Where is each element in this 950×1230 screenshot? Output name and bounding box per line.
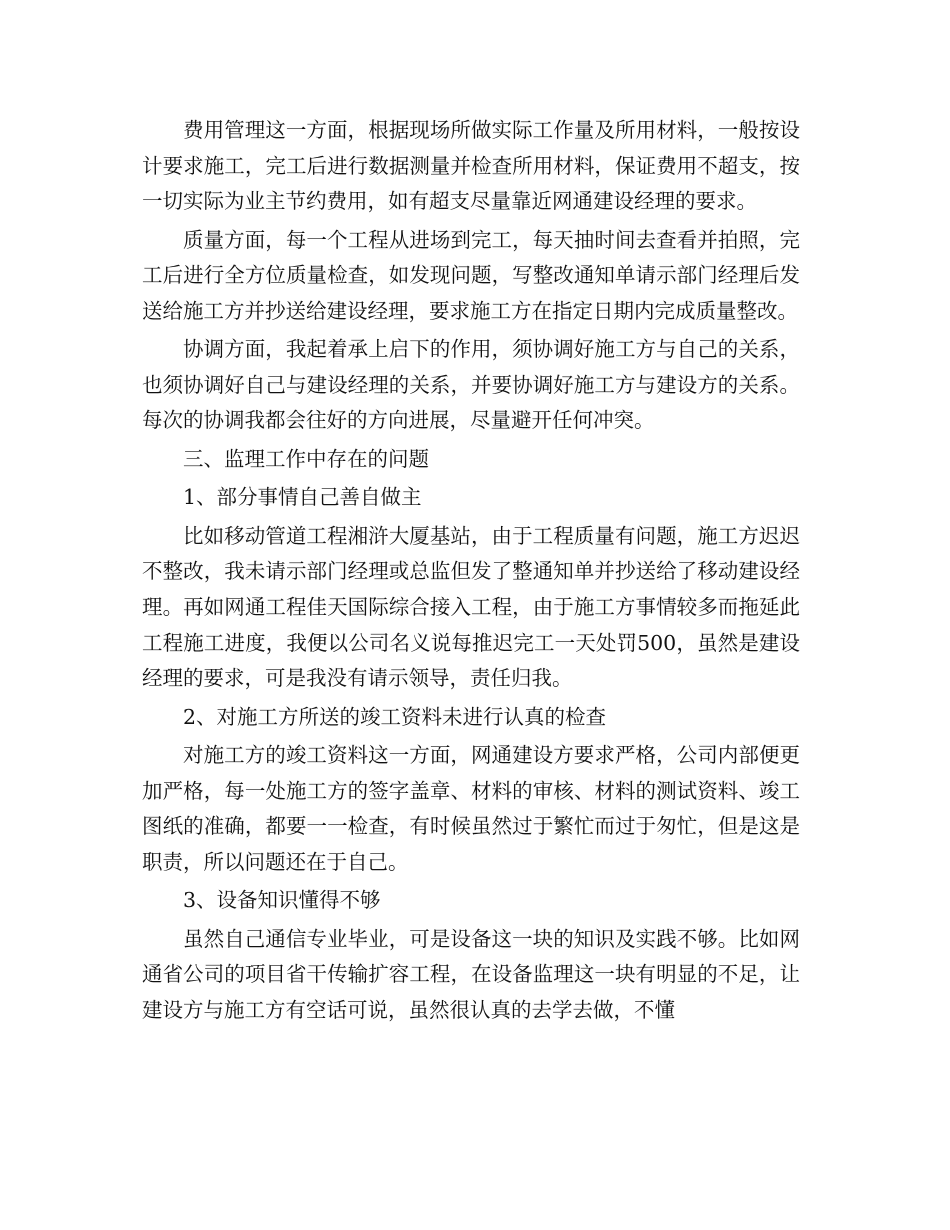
paragraph-problem-1: 比如移动管道工程湘浒大厦基站，由于工程质量有问题，施工方迟迟不整改，我未请示部门经理或总监但发了整通知单并抄送给了移动建设经理。再如网通工程佳天国际综合接入工程，由于施工方事情较多而拖延此工程施工进度，我便以公司名义说每推迟完工一天处罚500，虽然是建设经理的要求，可是我没有请示领导，责任归我。	[142, 523, 800, 691]
subheading-1: 1、部分事情自己善自做主	[183, 485, 422, 510]
paragraph-problem-3: 虽然自己通信专业毕业，可是设备这一块的知识及实践不够。比如网通省公司的项目省干传输扩容工程，在设备监理这一块有明显的不足，让建设方与施工方有空话可说，虽然很认真的去学去做，不懂	[142, 926, 800, 1022]
subheading-2: 2、对施工方所送的竣工资料未进行认真的检查	[183, 704, 607, 729]
paragraph-quality: 质量方面，每一个工程从进场到完工，每天抽时间去查看并拍照，完工后进行全方位质量检查，如发现问题，写整改通知单请示部门经理后发送给施工方并抄送给建设经理，要求施工方在指定日期内完成质量整改。	[142, 227, 800, 323]
subheading-3: 3、设备知识懂得不够	[183, 888, 381, 913]
section-heading-problems: 三、监理工作中存在的问题	[183, 446, 429, 471]
paragraph-problem-2: 对施工方的竣工资料这一方面，网通建设方要求严格，公司内部便更加严格，每一处施工方的签字盖章、材料的审核、材料的测试资料、竣工图纸的准确，都要一一检查，有时候虽然过于繁忙而过于匆忙，但是这是职责，所以问题还在于自己。	[142, 743, 800, 874]
paragraph-coordination: 协调方面，我起着承上启下的作用，须协调好施工方与自己的关系，也须协调好自己与建设经理的关系，并要协调好施工方与建设方的关系。每次的协调我都会往好的方向进展，尽量避开任何冲突。	[142, 337, 800, 433]
document-body	[142, 113, 800, 1031]
paragraph-cost-management: 费用管理这一方面，根据现场所做实际工作量及所用材料，一般按设计要求施工，完工后进行数据测量并检查所用材料，保证费用不超支，按一切实际为业主节约费用，如有超支尽量靠近网通建设经理的要求。	[142, 118, 800, 214]
